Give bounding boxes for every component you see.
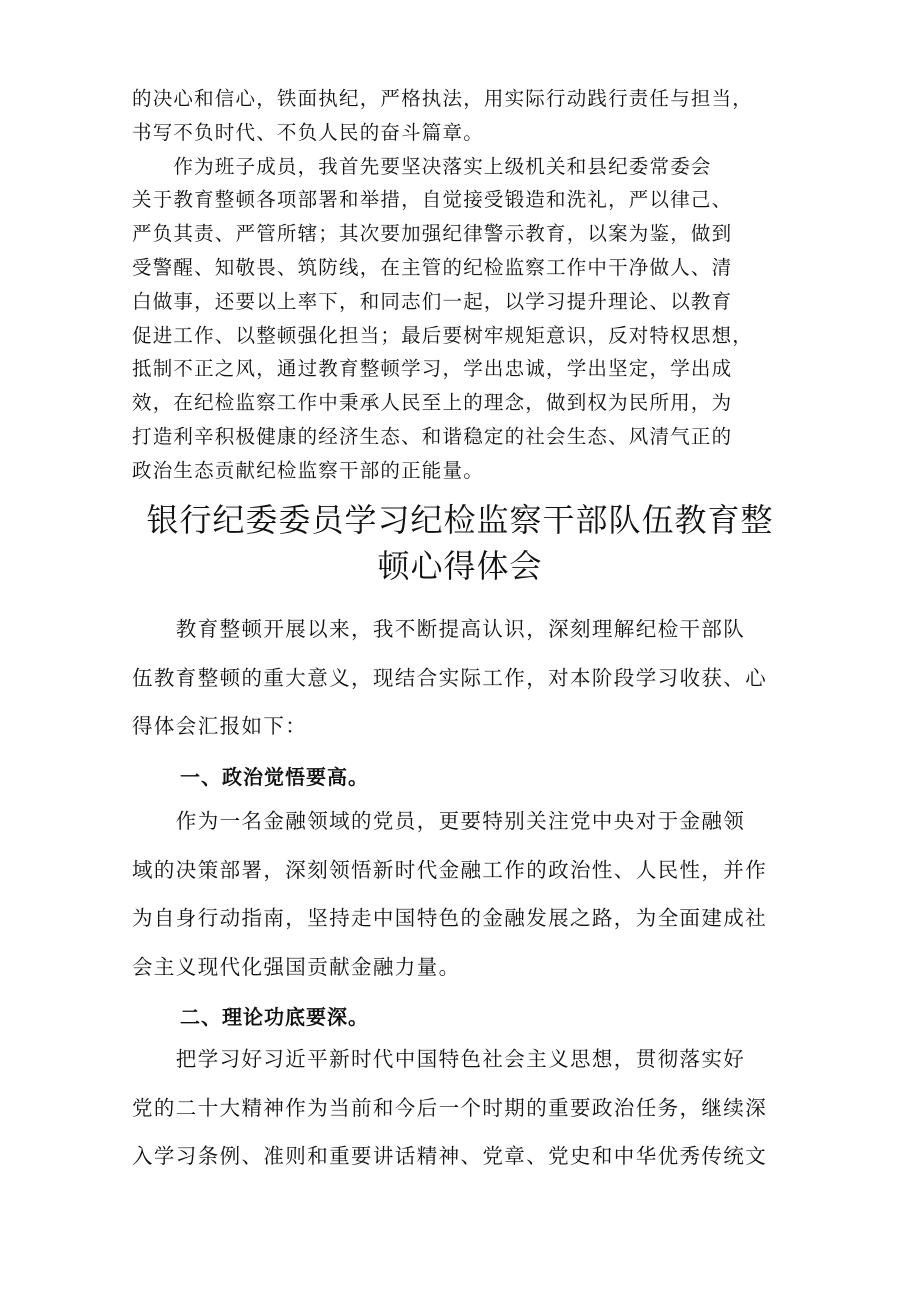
text-line: 域的决策部署，深刻领悟新时代金融工作的政治性、人民性，并作 bbox=[132, 857, 768, 882]
text-line: 会主义现代化强国贡献金融力量。 bbox=[132, 954, 461, 979]
text-line: 得体会汇报如下： bbox=[132, 714, 308, 738]
text-line: 打造利辛积极健康的经济生态、和谐稳定的社会生态、风清气正的 bbox=[132, 424, 733, 448]
text-line: 书写不负时代、不负人民的奋斗篇章。 bbox=[132, 120, 484, 144]
text-line: 效，在纪检监察工作中秉承人民至上的理念，做到权为民所用，为 bbox=[132, 391, 733, 415]
text-line: 严负其责、严管所辖；其次要加强纪律警示教育，以案为鉴，做到 bbox=[132, 222, 733, 246]
text-line: 关于教育整顿各项部署和举措，自觉接受锻造和洗礼，严以律己、 bbox=[132, 188, 733, 212]
text-line: 为自身行动指南，坚持走中国特色的金融发展之路，为全面建成社 bbox=[132, 906, 768, 930]
title-line-2: 顿心得体会 bbox=[377, 547, 543, 585]
text-line: 入学习条例、准则和重要讲话精神、党章、党史和中华优秀传统文 bbox=[132, 1144, 768, 1168]
text-line: 党的二十大精神作为当前和今后一个时期的重要政治任务，继续深 bbox=[132, 1095, 768, 1120]
text-line: 教育整顿开展以来，我不断提高认识，深刻理解纪检干部队 bbox=[132, 617, 746, 641]
text-line: 作为一名金融领域的党员，更要特别关注党中央对于金融领 bbox=[132, 809, 746, 833]
section-heading-2: 二、理论功底要深。 bbox=[180, 1005, 369, 1029]
text-line: 抵制不正之风，通过教育整顿学习，学出忠诚，学出坚定，学出成 bbox=[132, 357, 733, 381]
text-line: 受警醒、知敬畏、筑防线，在主管的纪检监察工作中干净做人、清 bbox=[132, 255, 733, 279]
article-title bbox=[100, 497, 820, 589]
opening-paragraph bbox=[132, 605, 800, 751]
text-line: 促进工作、以整顿强化担当；最后要树牢规矩意识，反对特权思想， bbox=[132, 323, 754, 347]
text-line: 白做事，还要以上率下，和同志们一起，以学习提升理论、以教育 bbox=[132, 289, 733, 313]
section-2-paragraph bbox=[132, 1035, 800, 1181]
text-line: 作为班子成员，我首先要坚决落实上级机关和县纪委常委会 bbox=[132, 154, 712, 178]
title-line-1: 银行纪委委员学习纪检监察干部队伍教育整 bbox=[146, 501, 774, 539]
text-line: 伍教育整顿的重大意义，现结合实际工作，对本阶段学习收获、心 bbox=[132, 665, 768, 690]
text-line: 把学习好习近平新时代中国特色社会主义思想，贯彻落实好 bbox=[132, 1047, 746, 1071]
intro-paragraphs bbox=[132, 82, 800, 488]
text-line: 政治生态贡献纪检监察干部的正能量。 bbox=[132, 458, 484, 482]
section-heading-1: 一、政治觉悟要高。 bbox=[180, 765, 369, 789]
section-1-paragraph bbox=[132, 797, 800, 991]
text-line: 的决心和信心，铁面执纪，严格执法，用实际行动践行责任与担当， bbox=[132, 87, 754, 110]
